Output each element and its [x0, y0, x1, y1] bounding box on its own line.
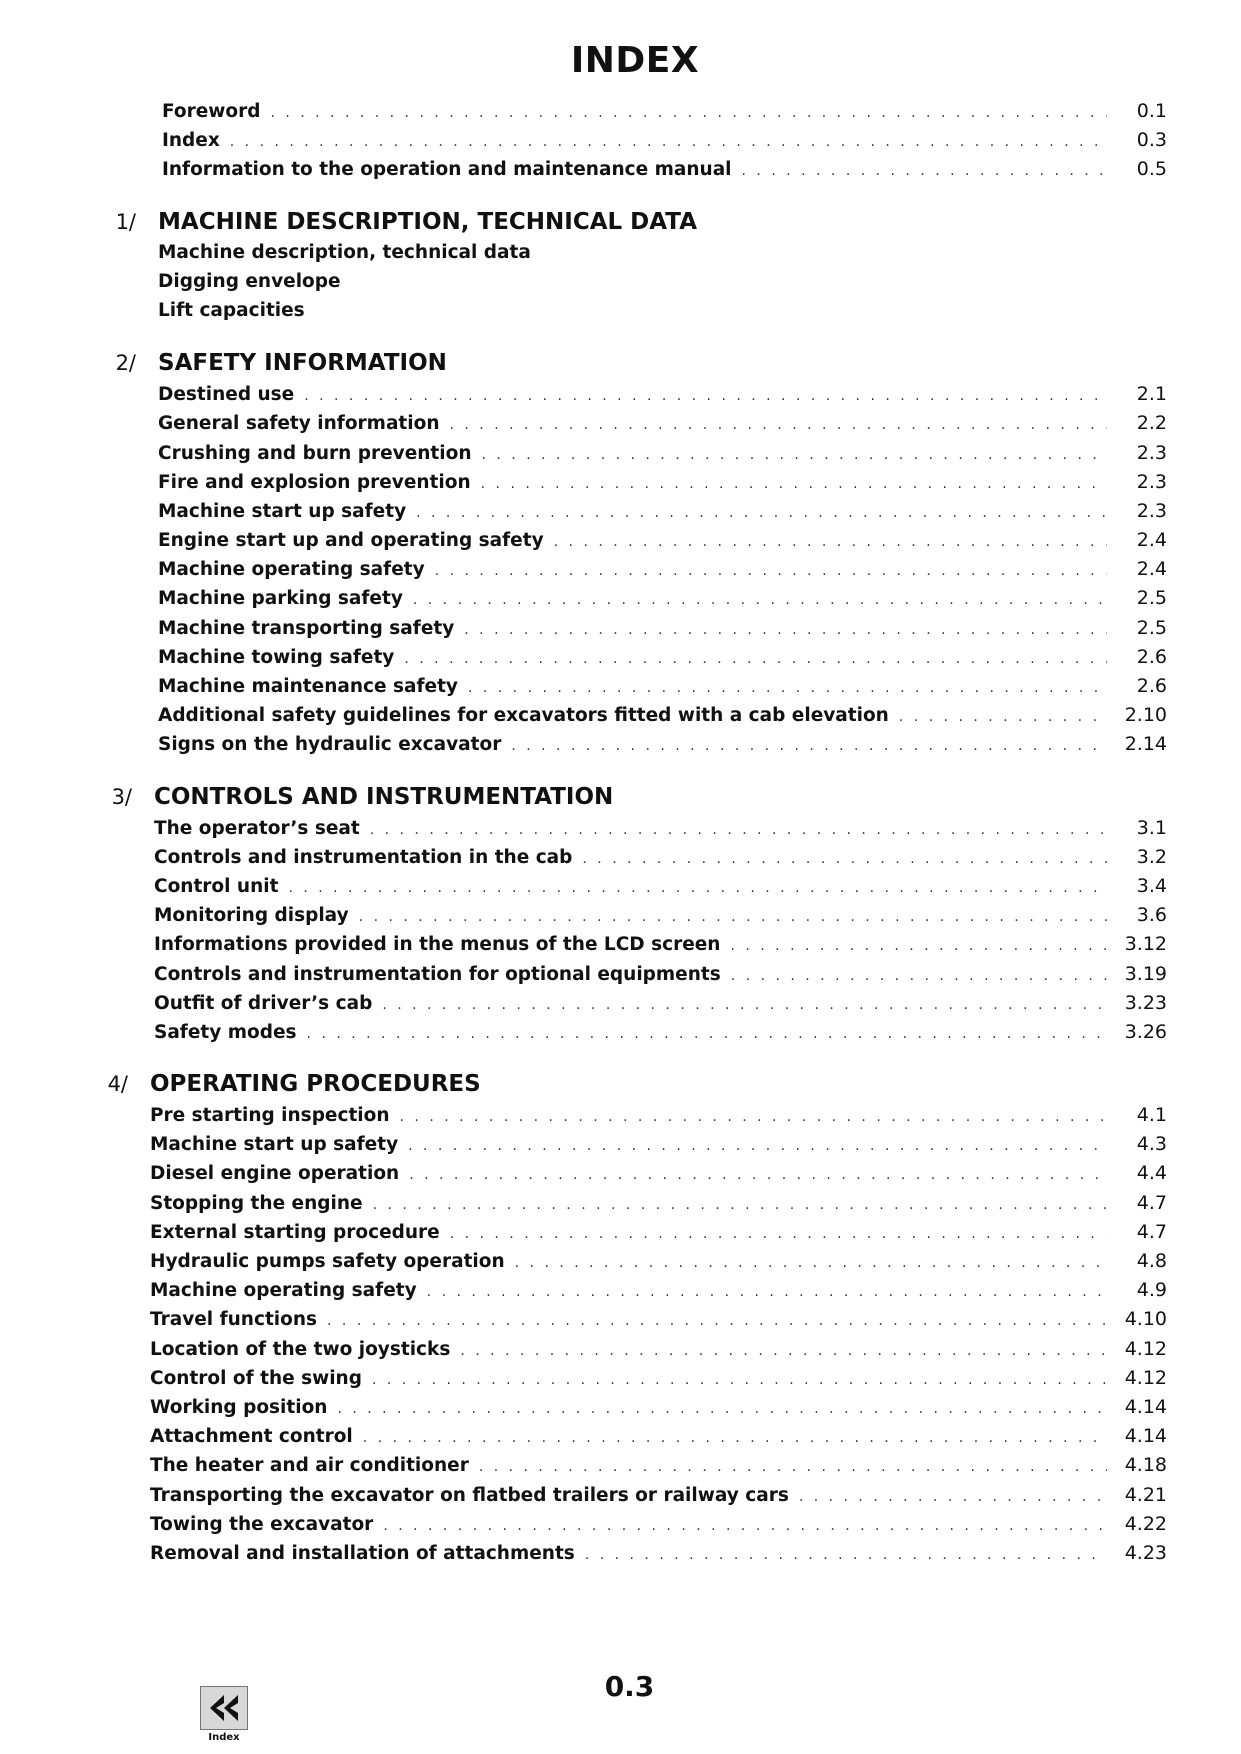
toc-entry-label: Machine operating safety — [150, 1280, 417, 1302]
toc-entry[interactable] — [154, 875, 1167, 904]
toc-entry[interactable] — [150, 1338, 1167, 1367]
toc-entry[interactable] — [150, 1425, 1167, 1454]
toc-entry-label: Safety modes — [154, 1021, 297, 1043]
leader-dots — [307, 1026, 1107, 1042]
toc-entry-label: Crushing and burn prevention — [158, 442, 472, 464]
leader-dots — [288, 880, 1107, 896]
toc-entry-page: 4.12 — [1124, 1337, 1167, 1360]
toc-entry-page: 4.18 — [1124, 1454, 1167, 1477]
leader-dots — [327, 1313, 1107, 1329]
leader-dots — [511, 738, 1107, 754]
toc-entry-label: The heater and air conditioner — [150, 1455, 469, 1477]
toc-entry-label: External starting procedure — [150, 1221, 440, 1243]
toc-entry-label: Controls and instrumentation for optional equipments — [154, 963, 721, 985]
toc-entry-page: 2.2 — [1136, 412, 1167, 435]
leader-dots — [582, 851, 1107, 867]
toc-entry-page: 2.6 — [1136, 645, 1167, 668]
toc-entry-page: 4.7 — [1136, 1191, 1167, 1214]
leader-dots — [337, 1401, 1107, 1417]
toc-entry-label: Removal and installation of attachments — [150, 1542, 575, 1564]
toc-entry[interactable] — [158, 471, 1167, 500]
leader-dots — [460, 1343, 1107, 1359]
toc-entry-label: Additional safety guidelines for excavators fitted with a cab elevation — [158, 705, 889, 727]
toc-entry-page: 2.4 — [1136, 558, 1167, 581]
toc-entry[interactable] — [154, 1021, 1167, 1050]
toc-entry-label: Hydraulic pumps safety operation — [150, 1251, 505, 1272]
page-title: INDEX — [570, 40, 700, 81]
toc-entry[interactable] — [154, 904, 1167, 933]
toc-entry-label: Signs on the hydraulic excavator — [158, 734, 502, 756]
section-header[interactable] — [82, 202, 1241, 242]
leader-dots — [372, 1372, 1107, 1388]
toc-entry-label: Machine start up safety — [150, 1134, 399, 1156]
toc-entry-label: Information to the operation and maintenance manual — [162, 159, 732, 181]
toc-entry[interactable] — [150, 1192, 1167, 1221]
toc-entry-label: Outfit of driver’s cab — [154, 992, 373, 1014]
toc-entry-page: 2.5 — [1136, 587, 1167, 610]
toc-entry[interactable] — [154, 933, 1167, 962]
toc-entry[interactable] — [150, 1367, 1167, 1396]
toc-entry[interactable] — [150, 1279, 1167, 1308]
toc-entry-label: Machine description, technical data — [158, 241, 531, 263]
toc-entry-page: 4.12 — [1124, 1366, 1167, 1389]
section-title: MACHINE DESCRIPTION, TECHNICAL DATA — [158, 208, 697, 235]
toc-entry[interactable] — [158, 412, 1167, 441]
toc-entry-page: 2.6 — [1136, 675, 1167, 697]
toc-entry-label: Location of the two joysticks — [150, 1338, 451, 1360]
double-chevron-left-icon — [200, 1686, 248, 1730]
toc-entry-page: 4.22 — [1124, 1512, 1167, 1535]
toc-entry-page: 2.5 — [1136, 616, 1167, 639]
toc-entry[interactable] — [158, 242, 1167, 271]
section-number: 1/ — [115, 209, 136, 234]
toc-section — [0, 1064, 1241, 1571]
toc-entry[interactable] — [150, 1542, 1167, 1571]
toc-entry[interactable] — [150, 1104, 1167, 1133]
toc-entry-label: Machine maintenance safety — [158, 676, 458, 697]
toc-entry-label: Engine start up and operating safety — [158, 530, 544, 552]
toc-entry[interactable] — [158, 558, 1167, 587]
toc-entry[interactable] — [150, 1308, 1167, 1337]
toc-entry[interactable] — [158, 300, 1167, 329]
toc-entry[interactable] — [154, 963, 1167, 992]
section-title: SAFETY INFORMATION — [158, 350, 447, 377]
toc-entry[interactable] — [158, 587, 1167, 616]
toc-entry-page: 2.10 — [1124, 704, 1167, 727]
toc-entry-label: Destined use — [158, 384, 295, 406]
toc-entry-label: Machine parking safety — [158, 588, 403, 610]
toc-entry[interactable] — [150, 1513, 1167, 1542]
toc-entry[interactable] — [154, 817, 1167, 846]
toc-entry[interactable] — [150, 1221, 1167, 1250]
toc-entry-page: 4.8 — [1136, 1250, 1167, 1272]
leader-dots — [479, 1459, 1107, 1475]
section-title: CONTROLS AND INSTRUMENTATION — [154, 783, 614, 810]
toc-entry-page: 3.1 — [1136, 816, 1167, 839]
toc-entry-page: 4.7 — [1136, 1220, 1167, 1243]
toc-entry-page: 3.26 — [1124, 1020, 1167, 1043]
leader-dots — [554, 534, 1107, 550]
toc-entry-label: General safety information — [158, 413, 440, 435]
leader-dots — [515, 1255, 1107, 1271]
leader-dots — [427, 1284, 1107, 1300]
section-number: 2/ — [115, 351, 136, 376]
toc-entry-page: 4.23 — [1124, 1541, 1167, 1564]
leader-dots — [404, 651, 1107, 667]
leader-dots — [899, 709, 1107, 725]
section-number: 4/ — [107, 1072, 128, 1097]
toc-entry-label: Monitoring display — [154, 905, 349, 927]
leader-dots — [373, 1197, 1107, 1213]
back-to-index-button[interactable] — [200, 1686, 248, 1742]
toc-entry-label: Control unit — [154, 875, 279, 897]
toc-entry-label: Working position — [150, 1396, 328, 1418]
toc-entry-page: 2.3 — [1136, 470, 1167, 493]
sections-container — [0, 202, 1241, 1572]
toc-entry[interactable] — [150, 1162, 1167, 1191]
section-header[interactable] — [74, 1064, 1241, 1104]
leader-dots — [585, 1547, 1107, 1563]
toc-entry-page: 2.1 — [1136, 383, 1167, 406]
toc-entry-label: Towing the excavator — [150, 1513, 374, 1535]
toc-entry[interactable] — [158, 500, 1167, 529]
leader-dots — [363, 1430, 1107, 1446]
toc-entry-label: Diesel engine operation — [150, 1163, 400, 1185]
section-header[interactable] — [82, 343, 1241, 383]
leader-dots — [464, 622, 1107, 638]
toc-entry[interactable] — [150, 1454, 1167, 1483]
leader-dots — [359, 909, 1107, 925]
toc-entry-page: 4.10 — [1124, 1308, 1167, 1331]
leader-dots — [382, 997, 1107, 1013]
leader-dots — [409, 1167, 1107, 1183]
toc-entry-page: 4.1 — [1136, 1104, 1167, 1127]
toc-entry-label: Stopping the engine — [150, 1192, 363, 1214]
toc-entry-information[interactable] — [162, 158, 1167, 187]
leader-dots — [270, 105, 1107, 121]
leader-dots — [383, 1518, 1107, 1534]
toc-entry-page: 3.6 — [1136, 904, 1167, 927]
toc-entry[interactable] — [150, 1396, 1167, 1425]
toc-entry-page: 3.19 — [1124, 962, 1167, 985]
toc-entry[interactable] — [154, 992, 1167, 1021]
toc-entry-label: Machine start up safety — [158, 500, 407, 522]
toc-entry-label: Machine operating safety — [158, 559, 425, 581]
toc-entry-label: The operator’s seat — [154, 817, 360, 839]
leader-dots — [450, 417, 1108, 433]
leader-dots — [799, 1489, 1107, 1505]
leader-dots — [731, 968, 1107, 984]
toc-entry[interactable] — [158, 442, 1167, 471]
leader-dots — [742, 163, 1107, 179]
toc-entry-page: 2.14 — [1124, 733, 1167, 756]
toc-entry-label: Informations provided in the menus of the LCD screen — [154, 934, 721, 956]
toc-entry-label: Controls and instrumentation in the cab — [154, 846, 573, 868]
leader-dots — [730, 938, 1107, 954]
toc-entry-label: Foreword — [162, 101, 261, 122]
intro-entries — [162, 100, 1167, 188]
toc-entry-page: 2.3 — [1136, 441, 1167, 464]
toc-entry[interactable] — [158, 646, 1167, 675]
toc-entry-page: 0.3 — [1136, 129, 1167, 152]
leader-dots — [400, 1109, 1107, 1125]
toc-entry-page: 3.4 — [1136, 874, 1167, 897]
toc-entry-label: Index — [162, 130, 220, 152]
toc-entry[interactable] — [158, 271, 1167, 300]
toc-section — [0, 777, 1241, 1051]
toc-entry[interactable] — [158, 704, 1167, 733]
toc-entry-label: Fire and explosion prevention — [158, 471, 471, 493]
toc-entry-page: 3.12 — [1124, 933, 1167, 956]
leader-dots — [304, 388, 1107, 404]
toc-entry-page: 4.4 — [1136, 1162, 1167, 1185]
leader-dots — [468, 680, 1107, 696]
toc-entry-label: Pre starting inspection — [150, 1105, 390, 1127]
toc-entry[interactable] — [158, 617, 1167, 646]
toc-section — [0, 343, 1241, 762]
leader-dots — [481, 476, 1107, 492]
back-button-label: Index — [208, 1732, 240, 1743]
toc-entry[interactable] — [150, 1250, 1167, 1279]
leader-dots — [370, 822, 1107, 838]
toc-entry-foreword[interactable] — [162, 100, 1167, 129]
toc-entry-page: 4.3 — [1136, 1133, 1167, 1156]
toc-entry-label: Machine transporting safety — [158, 617, 455, 639]
toc-entry-label: Control of the swing — [150, 1367, 362, 1389]
section-title: OPERATING PROCEDURES — [150, 1071, 481, 1098]
toc-entry[interactable] — [150, 1133, 1167, 1162]
leader-dots — [230, 134, 1107, 150]
toc-entry-page: 4.9 — [1136, 1279, 1167, 1302]
leader-dots — [435, 563, 1107, 579]
toc-entry-label: Attachment control — [150, 1426, 353, 1448]
toc-entry[interactable] — [158, 675, 1167, 704]
leader-dots — [416, 505, 1107, 521]
toc-entry[interactable] — [150, 1484, 1167, 1513]
toc-entry-label: Transporting the excavator on flatbed trailers or railway cars — [150, 1484, 789, 1506]
toc-entry-index[interactable] — [162, 129, 1167, 158]
toc-entry-label: Digging envelope — [158, 270, 341, 292]
toc-entry[interactable] — [154, 846, 1167, 875]
page-number: 0.3 — [604, 1670, 655, 1703]
toc-entry-page: 4.14 — [1124, 1395, 1167, 1418]
toc-entry-page: 0.5 — [1136, 158, 1167, 181]
leader-dots — [408, 1138, 1107, 1154]
toc-entry-page: 2.3 — [1136, 499, 1167, 522]
toc-entry-page: 3.23 — [1124, 991, 1167, 1014]
toc-section — [0, 202, 1241, 330]
toc-entry-page: 3.2 — [1136, 845, 1167, 868]
toc-entry-page: 4.14 — [1124, 1425, 1167, 1448]
leader-dots — [413, 592, 1107, 608]
toc-entry-label: Machine towing safety — [158, 646, 395, 668]
table-of-contents — [0, 100, 1241, 1571]
toc-entry[interactable] — [158, 733, 1167, 762]
section-number: 3/ — [111, 784, 132, 809]
section-header[interactable] — [78, 777, 1241, 817]
toc-entry-label: Travel functions — [150, 1309, 318, 1331]
toc-entry-page: 0.1 — [1136, 100, 1167, 122]
toc-entry[interactable] — [158, 383, 1167, 412]
leader-dots — [482, 447, 1108, 463]
toc-entry-page: 2.4 — [1136, 529, 1167, 552]
toc-entry-label: Lift capacities — [158, 299, 305, 321]
toc-entry-page: 4.21 — [1124, 1483, 1167, 1506]
toc-entry[interactable] — [158, 529, 1167, 558]
leader-dots — [450, 1226, 1107, 1242]
